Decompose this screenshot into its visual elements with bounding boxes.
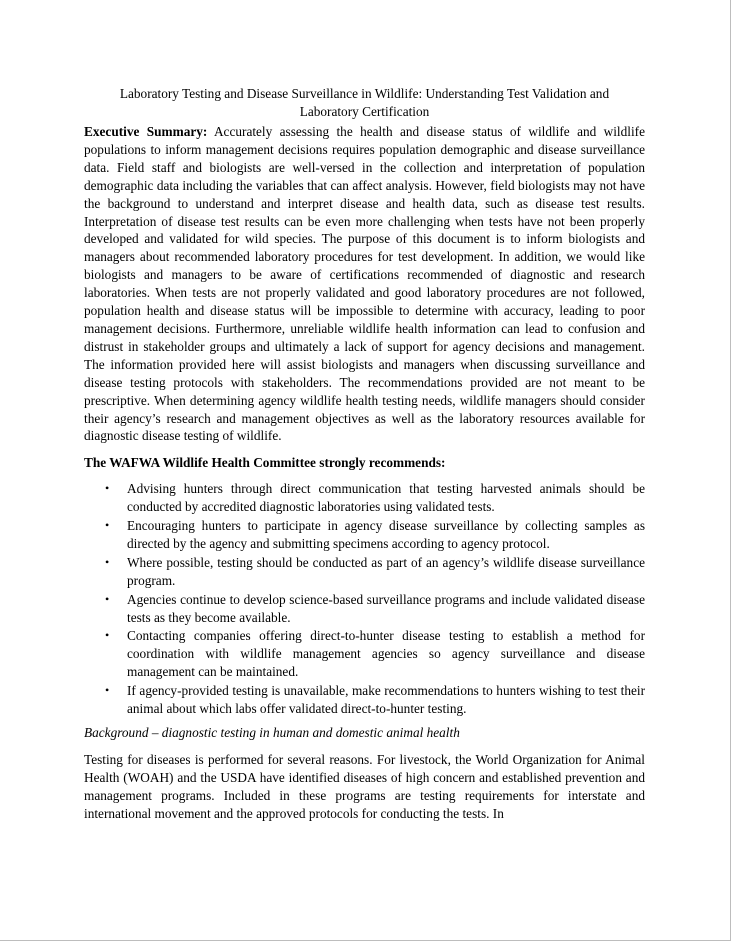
recommendation-text: If agency-provided testing is unavailable, make recommendations to hunters wishing to test their animal about which labs offer validated direct-to-hunter testing.	[127, 683, 645, 717]
recommendation-item	[84, 554, 645, 590]
bullet-icon: •	[105, 628, 110, 643]
executive-summary-text: Accurately assessing the health and disease status of wildlife and wildlife populations to inform management decisions requires population demographic and disease surveillance data. Field staff and biologists are well-versed in the collection and interpretation of population demographic data including the variables that can affect analysis. However, field biologists may not have the background to understand and interpret disease and health data, such as disease test results. Interpretation of disease test results can be even more challenging when tests have not been properly developed and validated for wild species. The purpose of this document is to inform biologists and managers about recommended laboratory procedures for test development. In addition, we would like biologists and managers to be aware of certifications recommended of diagnostic and research laboratories. When tests are not properly validated and good laboratory procedures are not followed, population health and disease status will be impossible to determine with accuracy, leading to poor management decisions. Furthermore, unreliable wildlife health information can lead to confusion and distrust in stakeholder groups and ultimately a lack of support for agency decisions and management. The information provided here will assist biologists and managers when discussing surveillance and disease testing protocols with stakeholders. The recommendations provided are not meant to be prescriptive. When determining agency wildlife health testing needs, wildlife managers should consider their agency’s research and management objectives as well as the laboratory resources available for diagnostic disease testing of wildlife.	[84, 124, 645, 444]
recommendation-text: Advising hunters through direct communication that testing harvested animals should be conducted by accredited diagnostic laboratories using validated tests.	[127, 481, 645, 515]
recommendation-item	[84, 682, 645, 718]
bullet-icon: •	[105, 481, 110, 496]
recommendation-item	[84, 591, 645, 627]
bullet-icon: •	[105, 683, 110, 698]
bullet-icon: •	[105, 554, 110, 569]
recommendation-text: Contacting companies offering direct-to-hunter disease testing to establish a method for coordination with wildlife management agencies so agency surveillance and disease management can be maintained.	[127, 628, 645, 680]
recommendations-heading: The WAFWA Wildlife Health Committee strongly recommends:	[84, 455, 446, 471]
background-heading: Background – diagnostic testing in human and domestic animal health	[84, 725, 460, 740]
document-title: Laboratory Testing and Disease Surveillance in Wildlife: Understanding Test Validation and Laboratory Certification	[119, 86, 610, 119]
recommendation-item	[84, 517, 645, 553]
executive-summary-label: Executive Summary:	[84, 124, 208, 139]
recommendation-item	[84, 480, 645, 516]
bullet-icon: •	[105, 591, 110, 606]
executive-summary-paragraph	[84, 123, 645, 445]
background-paragraph: Testing for diseases is performed for several reasons. For livestock, the World Organization for Animal Health (WOAH) and the USDA have identified diseases of high concern and established prevention and management programs. Included in these programs are testing requirements for interstate and international movement and the approved protocols for conducting the tests. In	[84, 751, 645, 821]
recommendation-text: Encouraging hunters to participate in agency disease surveillance by collecting samples as directed by the agency and submitting specimens according to agency protocol.	[127, 518, 645, 551]
bullet-icon: •	[105, 518, 110, 533]
recommendation-text: Where possible, testing should be conducted as part of an agency’s wildlife disease surveillance program.	[127, 554, 645, 588]
recommendation-item	[84, 627, 645, 681]
recommendations-list	[84, 480, 645, 718]
recommendation-text: Agencies continue to develop science-based surveillance programs and include validated disease tests as they become available.	[127, 591, 645, 625]
page-content	[84, 85, 645, 823]
